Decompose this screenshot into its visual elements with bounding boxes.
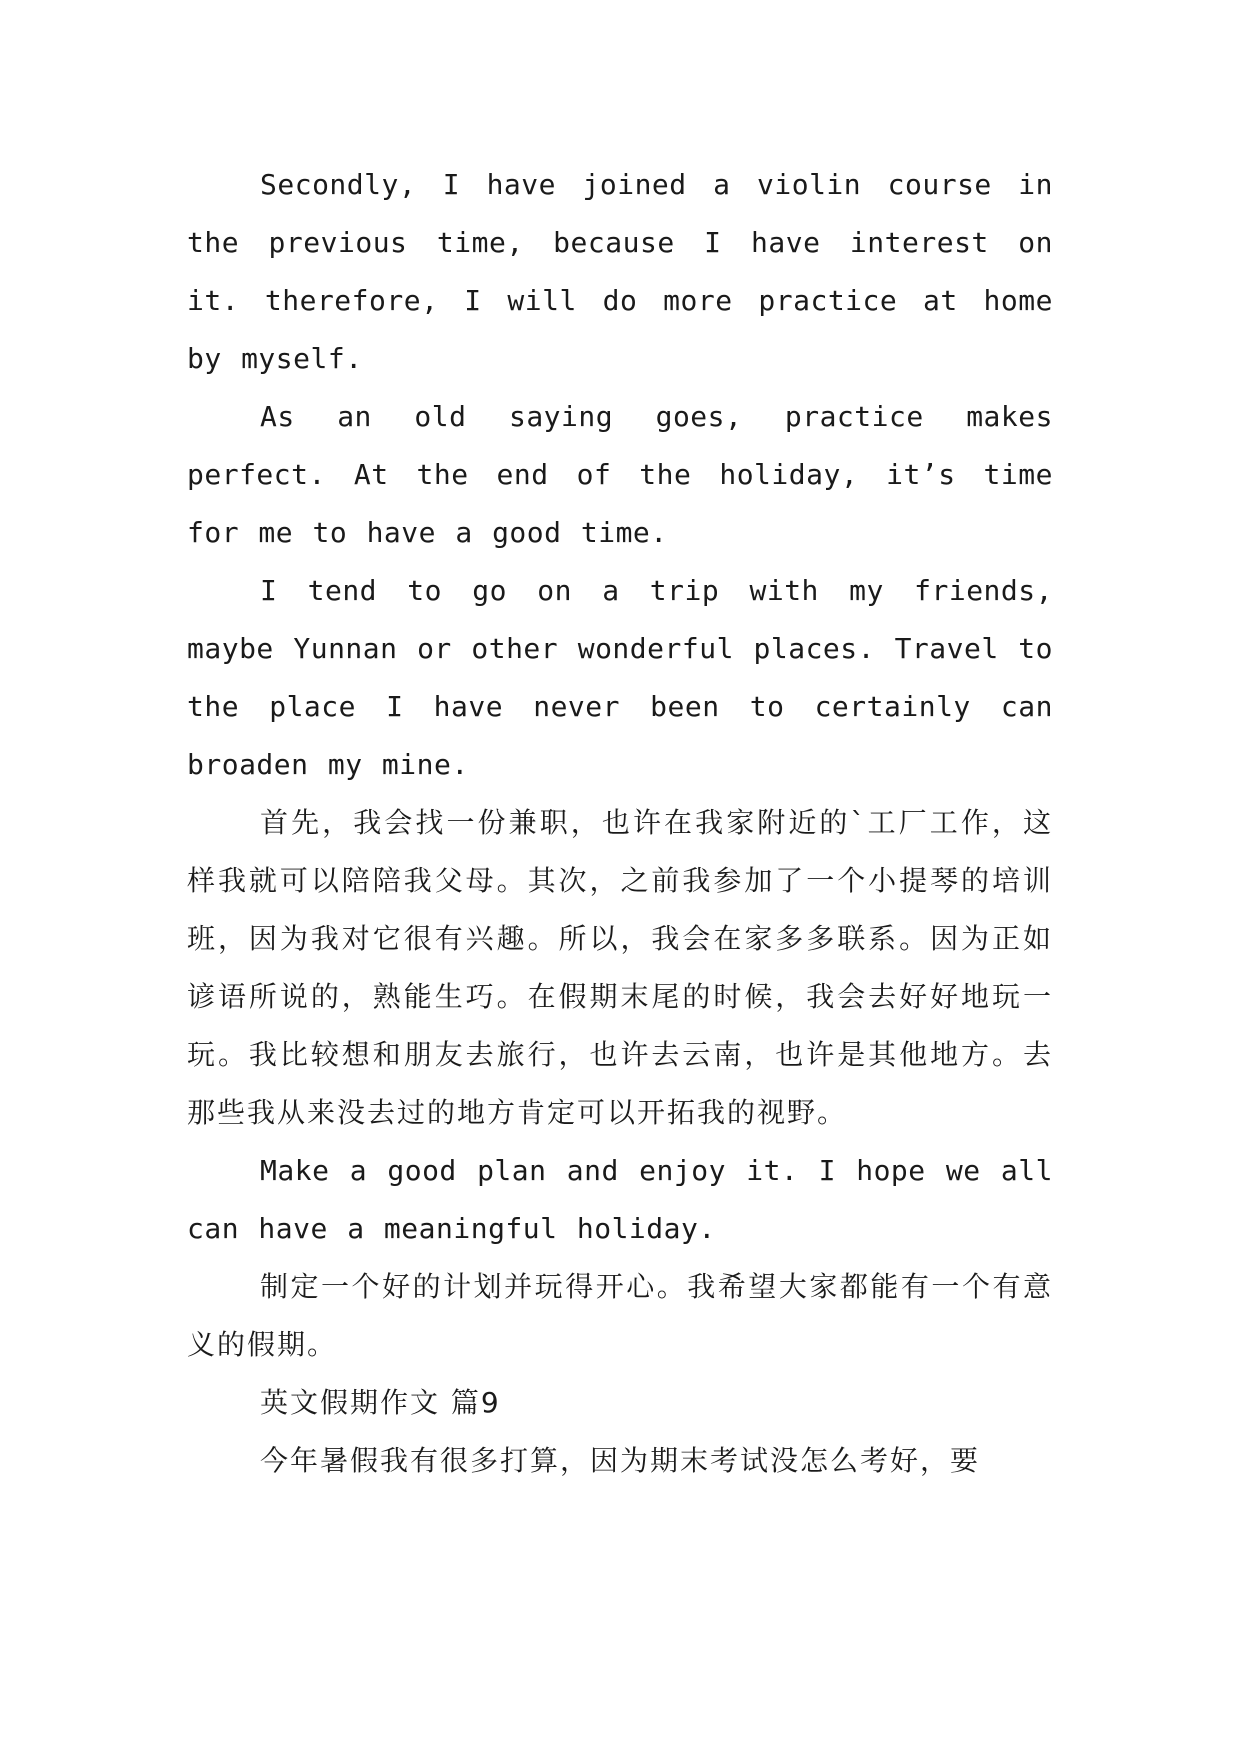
paragraph-good-plan: Make a good plan and enjoy it. I hope we all can have a meaningful holiday. — [187, 1154, 1053, 1245]
essay-body — [187, 156, 1053, 1490]
paragraph-chinese-translation: 首先，我会找一份兼职，也许在我家附近的`工厂工作，这样我就可以陪陪我父母。其次，之前我参加了一个小提琴的培训班，因为我对它很有兴趣。所以，我会在家多多联系。因为正如谚语所说的，熟能生巧。在假期末尾的时候，我会去好好地玩一玩。我比较想和朋友去旅行，也许去云南，也许是其他地方。去那些我从来没去过的地方肯定可以开拓我的视野。 — [187, 806, 1053, 1129]
paragraph-good-plan-chinese: 制定一个好的计划并玩得开心。我希望大家都能有一个有意义的假期。 — [187, 1270, 1053, 1361]
paragraph-summer-plans: 今年暑假我有很多打算，因为期末考试没怎么考好，要 — [260, 1444, 981, 1477]
paragraph-trip-plan: I tend to go on a trip with my friends, maybe Yunnan or other wonderful places. Travel to the place I have never been to certainly can broaden my mine. — [187, 574, 1053, 781]
paragraph-old-saying: As an old saying goes, practice makes perfect. At the end of the holiday, it’s time for me to have a good time. — [187, 400, 1053, 549]
section-heading: 英文假期作文 篇9 — [260, 1386, 501, 1419]
paragraph-violin-course: Secondly, I have joined a violin course in the previous time, because I have interest on it. therefore, I will do more practice at home by myself. — [187, 168, 1053, 375]
